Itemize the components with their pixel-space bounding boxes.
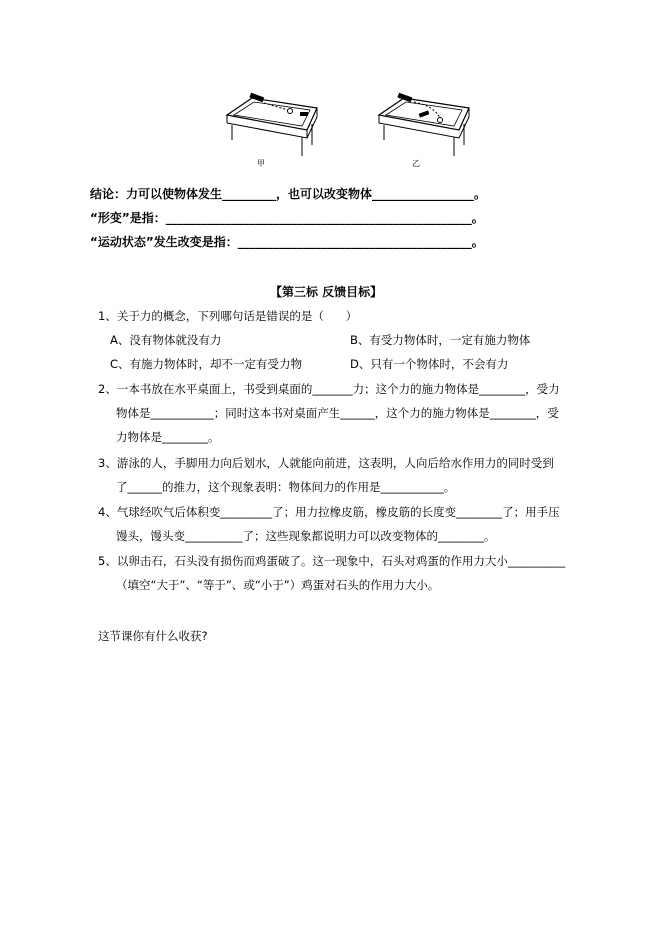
figure-left-caption: 甲 — [257, 159, 265, 168]
question-3-line-2: 了______的推力，这个现象表明：物体间力的作用是___________。 — [116, 480, 456, 494]
question-5-line-1: 5、以卵击石，石头没有损伤而鸡蛋破了。这一现象中，石头对鸡蛋的作用力大小__________ — [98, 554, 566, 568]
q1-option-b: B、有受力物体时，一定有施力物体 — [350, 333, 531, 347]
q1-option-c: C、有施力物体时，却不一定有受力物 — [110, 357, 303, 371]
conclusion-line-2: “形变”是指：___________________________________________________。 — [90, 211, 484, 225]
conclusion-line-1: 结论：力可以使物体发生_________，也可以改变物体_________________。 — [90, 187, 487, 201]
figure-table-right — [374, 90, 474, 160]
figure-table-left — [222, 90, 322, 160]
question-3-line-1: 3、游泳的人，手脚用力向后划水，人就能向前进，这表明，人向后给水作用力的同时受到 — [98, 456, 554, 470]
question-2-line-3: 力物体是________。 — [116, 430, 220, 444]
question-1: 1、关于力的概念，下列哪句话是错误的是（ ） — [98, 309, 358, 323]
q1-option-d: D、只有一个物体时，不会有力 — [350, 357, 509, 371]
q1-option-a: A、没有物体就没有力 — [110, 333, 222, 347]
question-4-line-1: 4、气球经吹气后体积变_________了；用力拉橡皮筋，橡皮筋的长度变________了；用手压 — [98, 505, 560, 519]
section-title: 【第三标 反馈目标】 — [270, 285, 383, 299]
figure-right-caption: 乙 — [412, 159, 420, 168]
question-4-line-2: 馒头，馒头变__________了；这些现象都说明力可以改变物体的________。 — [116, 529, 496, 543]
question-5-line-2: （填空“大于”、“等于”、或“小于”）鸡蛋对石头的作用力大小。 — [116, 578, 440, 592]
question-2-line-2: 物体是___________；同时这本书对桌面产生______，这个力的施力物体是________，受 — [116, 406, 559, 420]
conclusion-line-3: “运动状态”发生改变是指：_______________________________________。 — [90, 235, 484, 249]
harvest-question: 这节课你有什么收获? — [98, 629, 208, 643]
question-2-line-1: 2、一本书放在水平桌面上，书受到桌面的_______力；这个力的施力物体是________，受力 — [98, 382, 560, 396]
